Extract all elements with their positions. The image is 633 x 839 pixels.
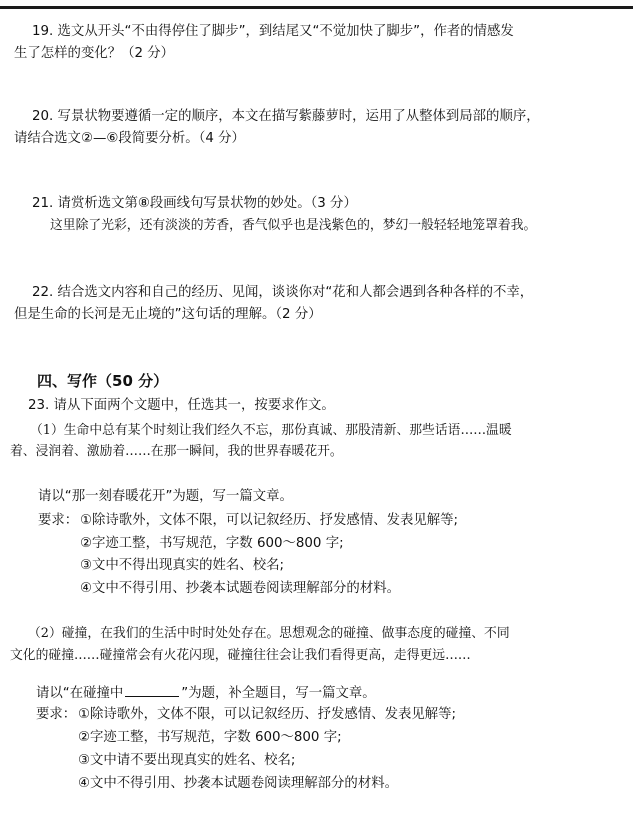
question-22-line2: 但是生命的长河是无止境的”这句话的理解。（2 分） bbox=[14, 307, 322, 322]
option2-req-2: ②字迹工整，书写规范，字数 600～800 字; bbox=[78, 730, 342, 745]
question-19-line1: 19. 选文从开头“不由得停住了脚步”，到结尾又“不觉加快了脚步”，作者的情感发 bbox=[32, 24, 514, 39]
option1-req-3: ③文中不得出现真实的姓名、校名; bbox=[80, 558, 284, 573]
option2-req-4: ④文中不得引用、抄袭本试题卷阅读理解部分的材料。 bbox=[78, 776, 398, 791]
option2-text-line1: （2）碰撞，在我们的生活中时时处处存在。思想观念的碰撞、做事态度的碰撞、不同 bbox=[28, 626, 510, 641]
option1-req-2: ②字迹工整，书写规范，字数 600～800 字; bbox=[80, 536, 344, 551]
option2-prompt bbox=[36, 683, 376, 703]
question-21-line1: 21. 请赏析选文第⑧段画线句写景状物的妙处。（3 分） bbox=[32, 196, 357, 211]
option1-req-1: ①除诗歌外，文体不限，可以记叙经历、抒发感情、发表见解等; bbox=[80, 513, 459, 528]
option1-req-label: 要求： bbox=[38, 513, 79, 528]
option1-req-4: ④文中不得引用、抄袭本试题卷阅读理解部分的材料。 bbox=[80, 581, 400, 596]
title-blank-line bbox=[125, 683, 179, 697]
option2-req-1: ①除诗歌外，文体不限，可以记叙经历、抒发感情、发表见解等; bbox=[78, 707, 457, 722]
question-20-line2: 请结合选文②—⑥段简要分析。（4 分） bbox=[14, 131, 245, 146]
question-22-line1: 22. 结合选文内容和自己的经历、见闻，谈谈你对“花和人都会遇到各种各样的不幸， bbox=[32, 285, 534, 300]
question-20-line1: 20. 写景状物要遵循一定的顺序，本文在描写紫藤萝时，运用了从整体到局部的顺序， bbox=[32, 109, 540, 124]
option1-text-line1: （1）生命中总有某个时刻让我们经久不忘，那份真诚、那股清新、那些话语……温暖 bbox=[30, 423, 512, 438]
option2-prompt-start: 请以“在碰撞中 bbox=[36, 686, 124, 701]
option1-text-line2: 着、浸润着、激励着……在那一瞬间，我的世界春暖花开。 bbox=[10, 444, 343, 459]
option2-text-line2: 文化的碰撞……碰撞常会有火花闪现，碰撞往往会让我们看得更高，走得更远…… bbox=[10, 648, 471, 663]
option2-req-label: 要求： bbox=[36, 707, 77, 722]
option1-prompt: 请以“那一刻春暖花开”为题，写一篇文章。 bbox=[38, 489, 293, 504]
writing-section-heading: 四、写作（50 分） bbox=[37, 372, 169, 390]
option2-prompt-end: ”为题，补全题目，写一篇文章。 bbox=[181, 686, 376, 701]
question-21-quoted-sentence: 这里除了光彩，还有淡淡的芳香，香气似乎也是浅紫色的，梦幻一般轻轻地笼罩着我。 bbox=[50, 218, 537, 233]
writing-instruction: 23. 请从下面两个文题中，任选其一，按要求作文。 bbox=[28, 398, 335, 413]
question-19-line2: 生了怎样的变化？（2 分） bbox=[14, 46, 175, 61]
option2-req-3: ③文中请不要出现真实的姓名、校名; bbox=[78, 753, 296, 768]
top-border-line bbox=[0, 6, 633, 9]
